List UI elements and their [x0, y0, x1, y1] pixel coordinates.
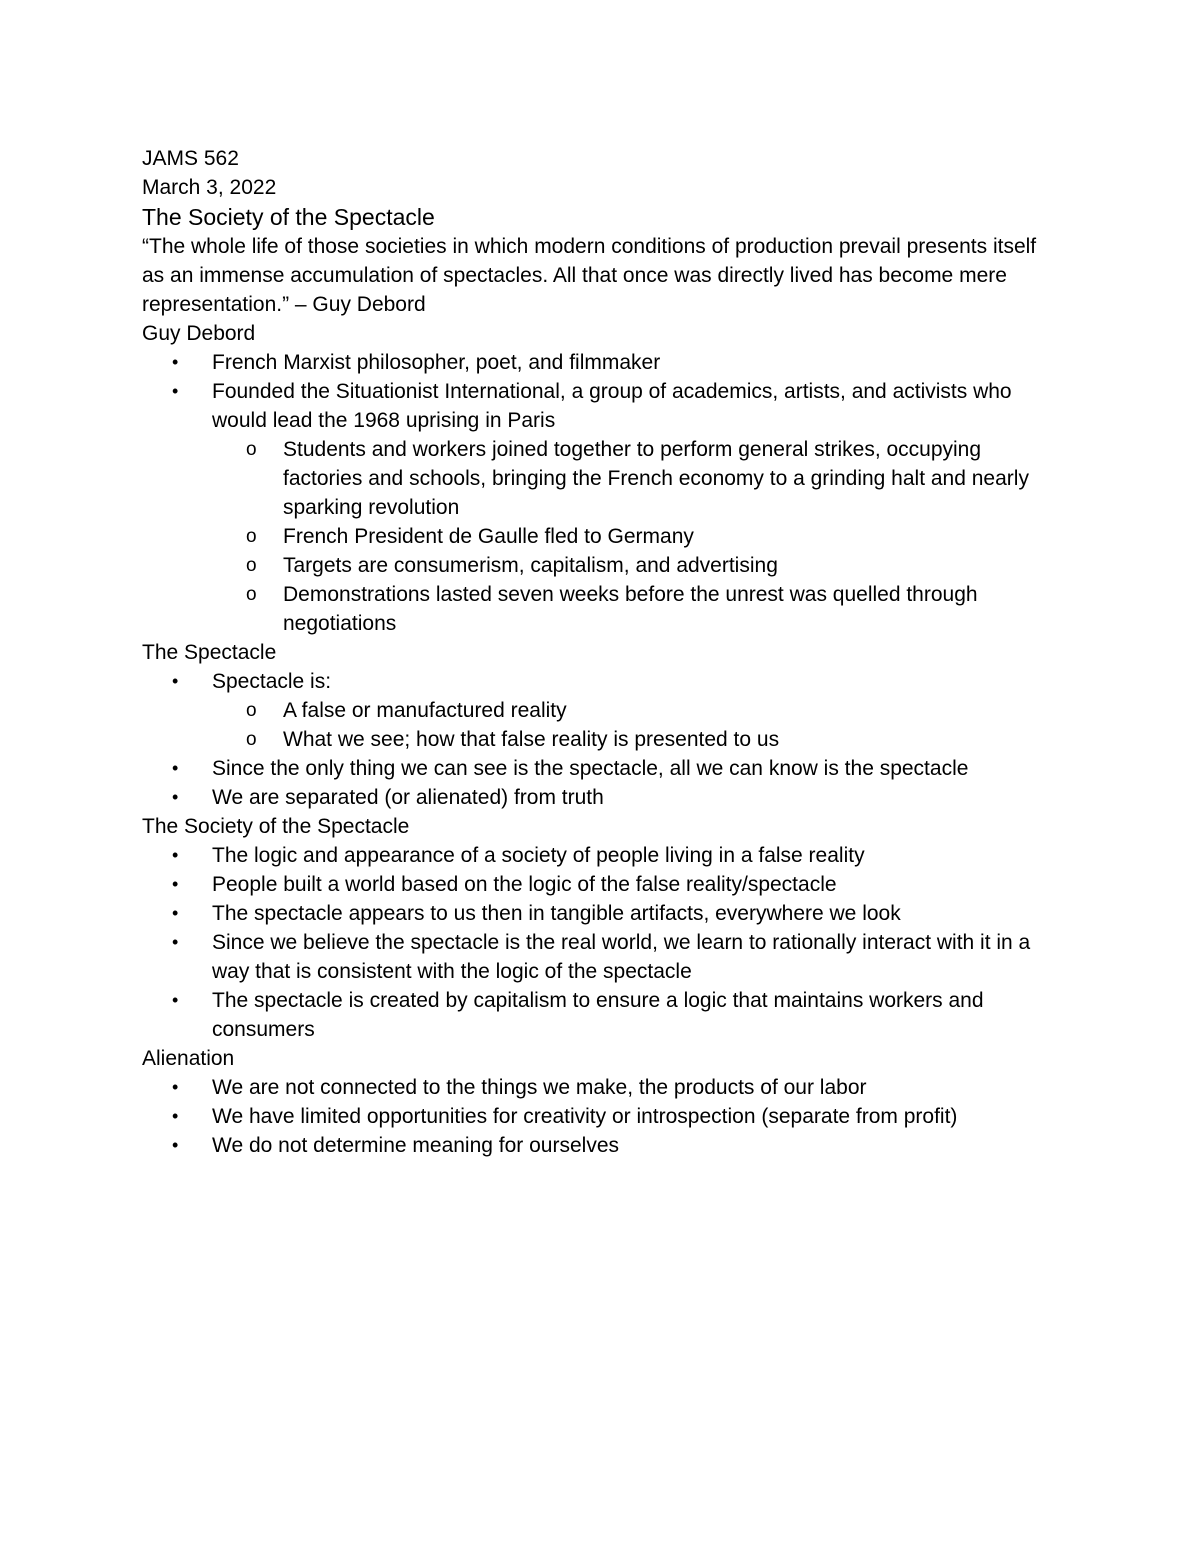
bullet-icon: • [172, 990, 179, 1010]
document-page [142, 144, 1062, 1160]
bullet-icon: • [172, 352, 179, 372]
course-code: JAMS 562 [142, 147, 239, 170]
sub-list-item: o Demonstrations lasted seven weeks before the unrest was quelled through negotiations [142, 580, 1062, 638]
bullet-icon: • [172, 787, 179, 807]
section-list-the-spectacle [142, 667, 1062, 812]
bullet-icon: • [172, 671, 179, 691]
list-item: • We are separated (or alienated) from truth [142, 783, 1062, 812]
sub-list-item: o French President de Gaulle fled to Germany [142, 522, 1062, 551]
list-item: • We do not determine meaning for ourselves [142, 1131, 1062, 1160]
sub-bullet-icon: o [246, 439, 257, 460]
sub-list-item: o Targets are consumerism, capitalism, and advertising [142, 551, 1062, 580]
epigraph-quote: “The whole life of those societies in which modern conditions of production prevail presents itself as an immense accumulation of spectacles. All that once was directly lived has become mere representation.” – Guy Debord [142, 235, 1037, 316]
sub-list-item: o What we see; how that false reality is presented to us [142, 725, 1062, 754]
sub-bullet-icon: o [246, 729, 257, 750]
list-item: • People built a world based on the logic of the false reality/spectacle [142, 870, 1062, 899]
bullet-icon: • [172, 1106, 179, 1126]
list-item: • Since the only thing we can see is the spectacle, all we can know is the spectacle [142, 754, 1062, 783]
section-heading-guy-debord: Guy Debord [142, 322, 256, 345]
document-date: March 3, 2022 [142, 176, 277, 199]
bullet-icon: • [172, 758, 179, 778]
list-item: • The spectacle is created by capitalism to ensure a logic that maintains workers and consumers [142, 986, 1062, 1044]
sub-bullet-icon: o [246, 700, 257, 721]
section-heading-society-of-the-spectacle: The Society of the Spectacle [142, 815, 410, 838]
section-list-alienation [142, 1073, 1062, 1160]
bullet-icon: • [172, 845, 179, 865]
sub-bullet-icon: o [246, 584, 257, 605]
sub-bullet-icon: o [246, 526, 257, 547]
bullet-icon: • [172, 1135, 179, 1155]
sub-list-item: o Students and workers joined together to perform general strikes, occupying factories and schools, bringing the French economy to a grinding halt and nearly sparking revolution [142, 435, 1062, 522]
section-list-guy-debord [142, 348, 1062, 638]
list-item: • Founded the Situationist International, a group of academics, artists, and activists who would lead the 1968 uprising in Paris [142, 377, 1062, 435]
list-item: • Since we believe the spectacle is the real world, we learn to rationally interact with it in a way that is consistent with the logic of the spectacle [142, 928, 1062, 986]
list-item: • French Marxist philosopher, poet, and filmmaker [142, 348, 1062, 377]
list-item: • Spectacle is: [142, 667, 1062, 696]
page-title: The Society of the Spectacle [142, 204, 435, 230]
list-item: • The logic and appearance of a society of people living in a false reality [142, 841, 1062, 870]
sub-list-item: o A false or manufactured reality [142, 696, 1062, 725]
bullet-icon: • [172, 381, 179, 401]
section-heading-the-spectacle: The Spectacle [142, 641, 277, 664]
bullet-icon: • [172, 932, 179, 952]
list-item: • We have limited opportunities for creativity or introspection (separate from profit) [142, 1102, 1062, 1131]
bullet-icon: • [172, 874, 179, 894]
bullet-icon: • [172, 903, 179, 923]
sub-bullet-icon: o [246, 555, 257, 576]
bullet-icon: • [172, 1077, 179, 1097]
section-list-society-of-the-spectacle [142, 841, 1062, 1044]
list-item: • We are not connected to the things we make, the products of our labor [142, 1073, 1062, 1102]
list-item: • The spectacle appears to us then in tangible artifacts, everywhere we look [142, 899, 1062, 928]
section-heading-alienation: Alienation [142, 1047, 235, 1070]
